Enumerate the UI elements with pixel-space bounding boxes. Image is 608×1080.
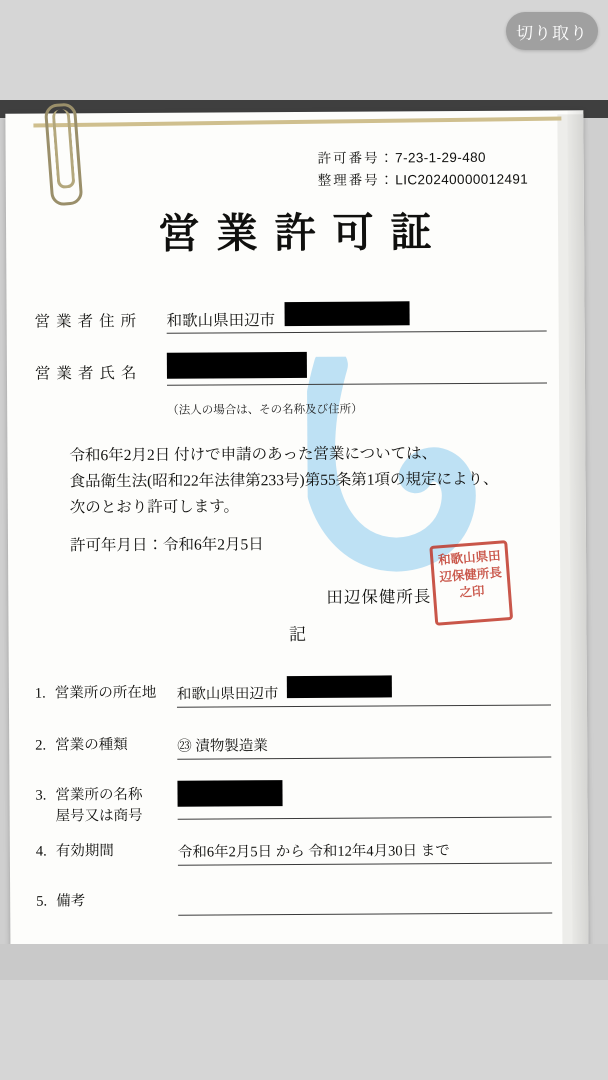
- item-3-no: 3.: [35, 787, 47, 804]
- permit-date-label: 許可年月日：: [69, 536, 164, 555]
- permit-date-row: [70, 532, 264, 555]
- document-title: 営業許可証: [158, 209, 449, 257]
- permit-number-value: 7-23-1-29-480: [395, 149, 486, 166]
- seal-text: 和歌山県田辺保健所長之印: [437, 548, 503, 600]
- permit-numbers: [318, 147, 529, 192]
- permit-number-row: [318, 147, 529, 170]
- item-2-value: ㉓ 漬物製造業: [177, 738, 268, 755]
- permit-paper: [5, 110, 588, 980]
- operator-address-value: 和歌山県田辺市: [166, 312, 276, 330]
- crop-button-label: 切り取り: [516, 23, 588, 43]
- operator-name-rule: [167, 382, 547, 385]
- document-photo[interactable]: [0, 100, 608, 980]
- top-toolbar-band: [0, 0, 608, 100]
- permit-number-label: 許可番号：: [317, 150, 396, 166]
- item-3-label-2: 屋号又は商号: [55, 807, 143, 825]
- body-paragraph: [69, 441, 539, 522]
- permit-date-value: 令和6年2月5日: [162, 536, 264, 554]
- redaction-item-3: [177, 780, 282, 807]
- item-1-rule: [177, 704, 551, 707]
- operator-address-rule: [167, 330, 547, 333]
- control-number-row: [318, 169, 529, 192]
- official-seal: [429, 540, 513, 626]
- document-content: [5, 110, 588, 980]
- operator-name-label: 営業者氏名: [34, 364, 143, 383]
- item-5-no: 5.: [36, 893, 48, 910]
- item-2-label: 営業の種類: [55, 737, 128, 754]
- bottom-band: [0, 980, 608, 1080]
- item-2-no: 2.: [35, 737, 47, 754]
- body-line-2: 食品衛生法(昭和22年法律第233号)第55条第1項の規定により、: [69, 470, 499, 491]
- control-number-label: 整理番号：: [317, 172, 396, 188]
- control-number-value: LIC20240000012491: [395, 171, 529, 188]
- item-4-label: 有効期間: [55, 843, 114, 860]
- body-line-3: 次のとおり許可します。: [69, 498, 240, 517]
- item-5-rule: [178, 912, 552, 915]
- crop-button[interactable]: [506, 12, 598, 50]
- issuer-name: 田辺保健所長: [326, 587, 432, 607]
- redaction-address: [285, 301, 410, 326]
- corporate-note: （法人の場合は、その名称及び住所）: [167, 403, 363, 417]
- item-1-no: 1.: [34, 685, 46, 702]
- item-5-label: 備考: [56, 893, 86, 910]
- item-1-label: 営業所の所在地: [54, 684, 157, 702]
- operator-address-label: 営業者住所: [34, 312, 143, 331]
- item-2-rule: [177, 756, 551, 759]
- redaction-item-1: [287, 675, 392, 698]
- item-3-rule: [178, 816, 552, 819]
- item-4-no: 4.: [35, 843, 47, 860]
- redaction-name: [167, 352, 307, 379]
- item-3-label: 営業所の名称: [55, 786, 143, 804]
- body-line-1: 令和6年2月2日 付けで申請のあった営業については、: [69, 445, 438, 465]
- item-1-value: 和歌山県田辺市: [176, 686, 279, 703]
- item-4-rule: [178, 862, 552, 865]
- item-4-value: 令和6年2月5日 から 令和12年4月30日 まで: [177, 843, 450, 861]
- photo-bottom-shade: [0, 944, 608, 980]
- ki-heading: 記: [288, 624, 307, 645]
